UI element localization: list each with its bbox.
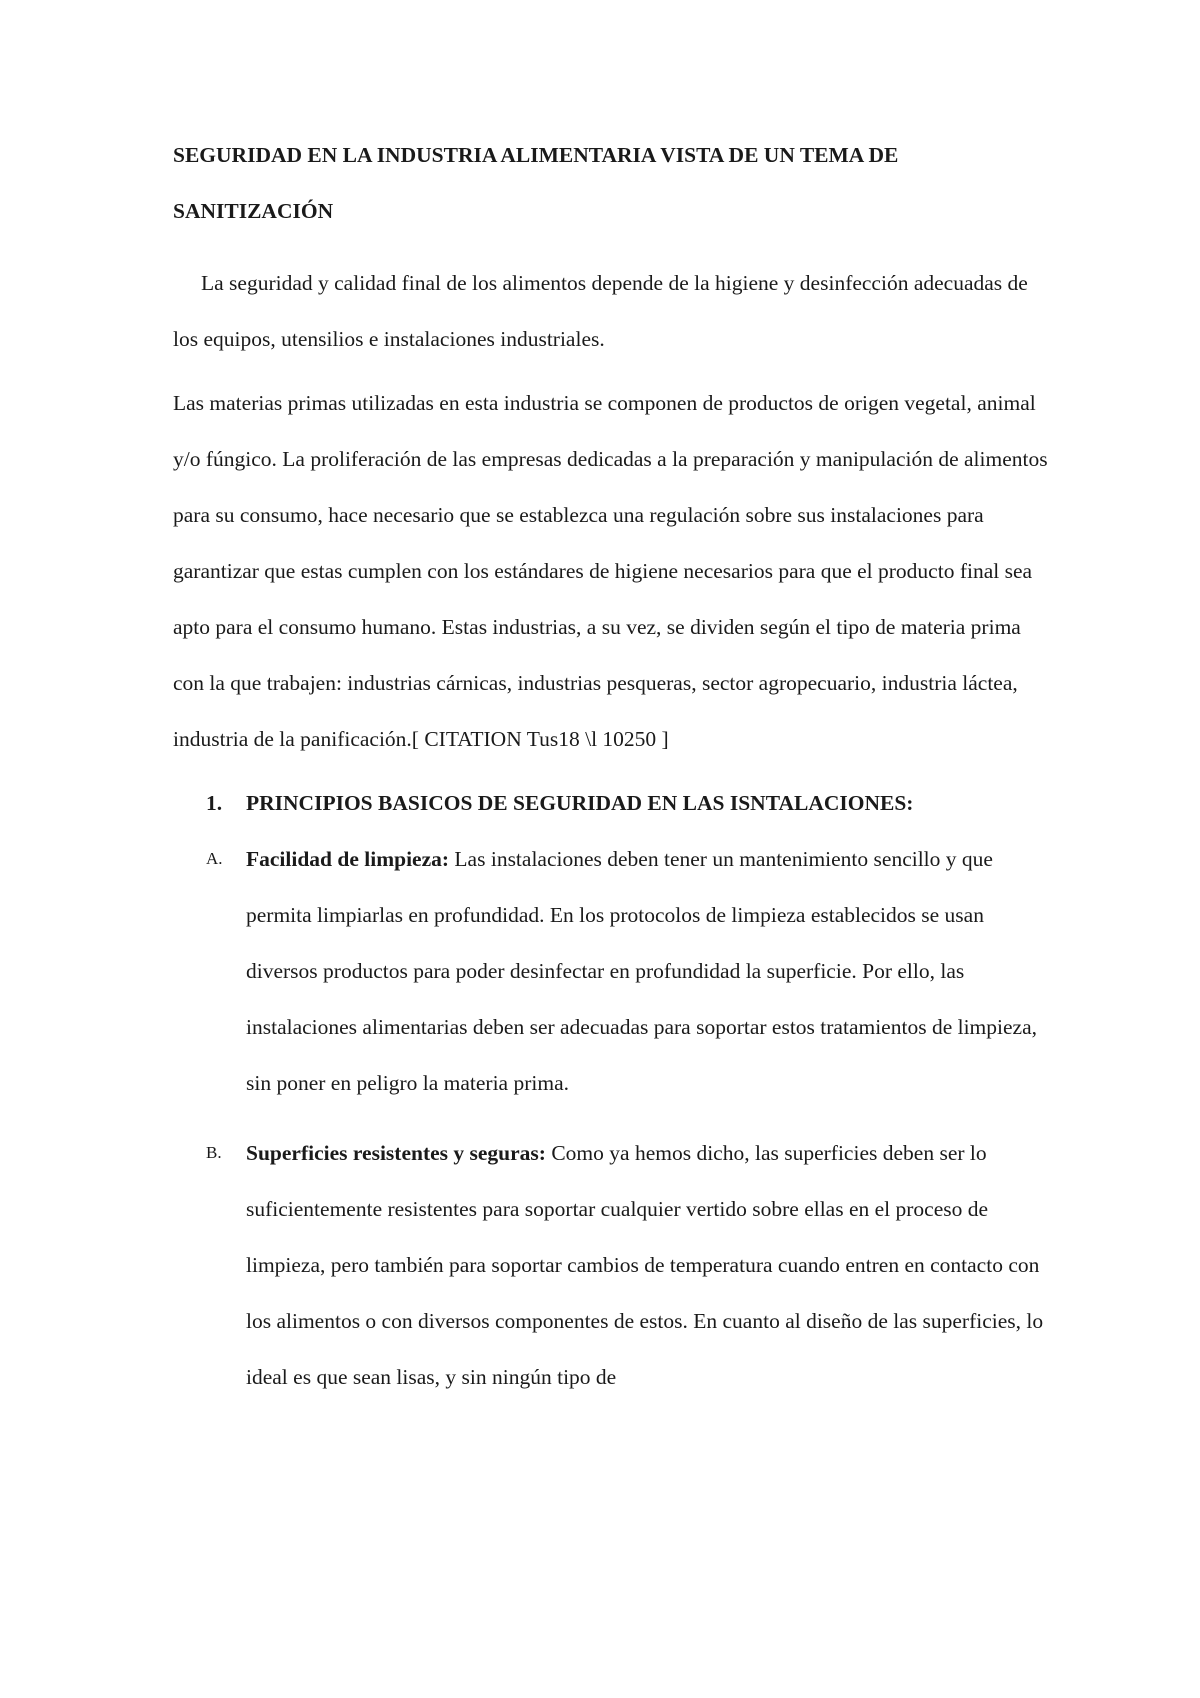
list-item-body: [246, 1125, 1053, 1405]
list-item-term: Superficies resistentes y seguras:: [246, 1141, 552, 1165]
list-item-text: Las instalaciones deben tener un mantenimiento sencillo y que permita limpiarlas en profundidad. En los protocolos de limpieza establecidos se usan diversos productos para poder desinfectar en profundidad la superficie. Por ello, las instalaciones alimentarias deben ser adecuadas para soportar estos tratamientos de limpieza, sin poner en peligro la materia prima.: [246, 847, 1038, 1095]
list-item-body: [246, 831, 1053, 1111]
intro-paragraph: La seguridad y calidad final de los alimentos depende de la higiene y desinfección adecuadas de los equipos, utensilios e instalaciones industriales.: [173, 271, 1028, 351]
list-marker: B.: [206, 1143, 222, 1162]
list-item: [173, 1125, 1053, 1405]
list-item: [173, 831, 1053, 1111]
list-marker: A.: [206, 849, 223, 868]
document-content: [173, 127, 1053, 1405]
list-item-text: Como ya hemos dicho, las superficies deben ser lo suficientemente resistentes para soportar cualquier vertido sobre ellas en el proceso de limpieza, pero también para soportar cambios de temperatura cuando entren en contacto con los alimentos o con diversos componentes de estos. En cuanto al diseño de las superficies, lo ideal es que sean lisas, y sin ningún tipo de: [246, 1141, 1044, 1389]
section-heading: [173, 775, 1053, 831]
section-number: 1.: [206, 791, 223, 815]
document-title: SEGURIDAD EN LA INDUSTRIA ALIMENTARIA VISTA DE UN TEMA DE SANITIZACIÓN: [173, 143, 899, 223]
section-title: PRINCIPIOS BASICOS DE SEGURIDAD EN LAS ISNTALACIONES:: [246, 791, 914, 815]
body-paragraph: Las materias primas utilizadas en esta industria se componen de productos de origen vegetal, animal y/o fúngico. La proliferación de las empresas dedicadas a la preparación y manipulación de alimentos para su consumo, hace necesario que se establezca una regulación sobre sus instalaciones para garantizar que estas cumplen con los estándares de higiene necesarios para que el producto final sea apto para el consumo humano. Estas industrias, a su vez, se dividen según el tipo de materia prima con la que trabajen: industrias cárnicas, industrias pesqueras, sector agropecuario, industria láctea, industria de la panificación.[ CITATION Tus18 \l 10250 ]: [173, 391, 1048, 751]
list-item-term: Facilidad de limpieza:: [246, 847, 455, 871]
